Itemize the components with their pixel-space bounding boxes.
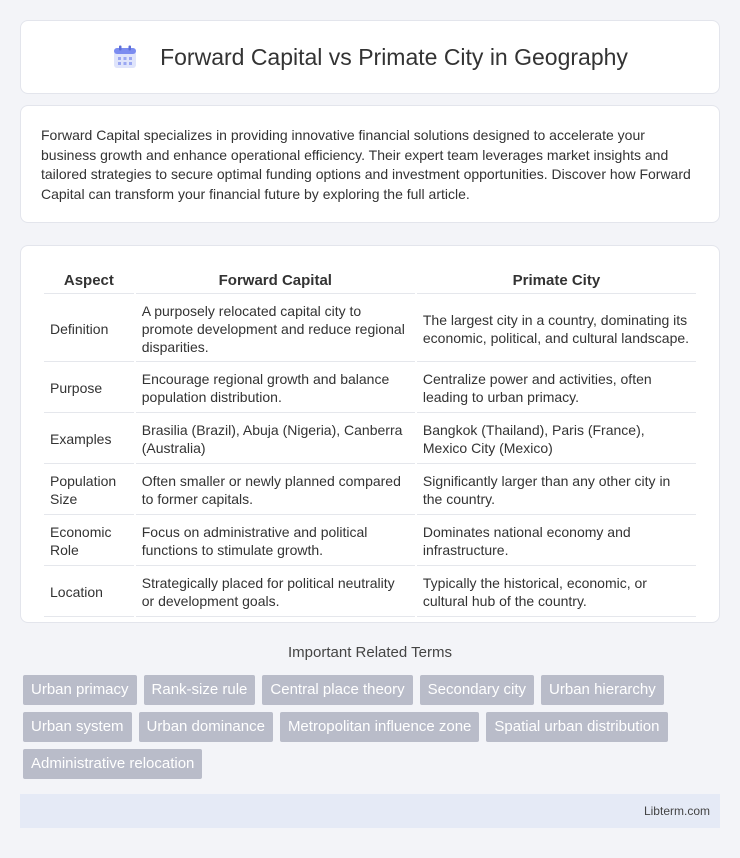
intro-card: [20, 105, 720, 223]
table-row: [44, 466, 696, 515]
footer-site-link[interactable]: Libterm.com: [643, 804, 710, 818]
aspect-cell: Economic Role: [44, 517, 134, 566]
primate-city-cell: Dominates national economy and infrastructure.: [417, 517, 696, 566]
forward-capital-cell: Encourage regional growth and balance population distribution.: [136, 364, 415, 413]
related-term-tag[interactable]: Spatial urban distribution: [486, 712, 667, 742]
related-term-tag[interactable]: Urban primacy: [23, 675, 137, 705]
forward-capital-cell: Brasilia (Brazil), Abuja (Nigeria), Canberra (Australia): [136, 415, 415, 464]
header-forward-capital: Forward Capital: [136, 268, 415, 294]
related-term-tag[interactable]: Urban system: [23, 712, 132, 742]
forward-capital-cell: Strategically placed for political neutrality or development goals.: [136, 568, 415, 617]
primate-city-cell: Centralize power and activities, often leading to urban primacy.: [417, 364, 696, 413]
intro-text: Forward Capital specializes in providing innovative financial solutions designed to accelerate your business growth and enhance operational efficiency. Their expert team leverages market insights and tailored strategies to secure optimal funding options and investment opportunities. Discover how Forward Capital can transform your financial future by exploring the full article.: [41, 127, 691, 202]
forward-capital-cell: Focus on administrative and political functions to stimulate growth.: [136, 517, 415, 566]
header-aspect: Aspect: [44, 268, 134, 294]
title-card: [20, 20, 720, 94]
primate-city-cell: The largest city in a country, dominating its economic, political, and cultural landscape.: [417, 296, 696, 362]
table-row: [44, 517, 696, 566]
related-term-tag[interactable]: Secondary city: [420, 675, 534, 705]
primate-city-cell: Bangkok (Thailand), Paris (France), Mexico City (Mexico): [417, 415, 696, 464]
primate-city-cell: Typically the historical, economic, or cultural hub of the country.: [417, 568, 696, 617]
related-term-tag[interactable]: Administrative relocation: [23, 749, 202, 779]
aspect-cell: Population Size: [44, 466, 134, 515]
related-terms-list: [23, 675, 723, 786]
related-term-tag[interactable]: Metropolitan influence zone: [280, 712, 479, 742]
primate-city-cell: Significantly larger than any other city in the country.: [417, 466, 696, 515]
table-row: [44, 296, 696, 362]
table-row: [44, 415, 696, 464]
related-term-tag[interactable]: Urban dominance: [139, 712, 273, 742]
table-row: [44, 364, 696, 413]
table-header-row: [44, 268, 696, 294]
forward-capital-cell: Often smaller or newly planned compared to former capitals.: [136, 466, 415, 515]
aspect-cell: Purpose: [44, 364, 134, 413]
header-primate-city: Primate City: [417, 268, 696, 294]
table-row: [44, 568, 696, 617]
related-term-tag[interactable]: Urban hierarchy: [541, 675, 664, 705]
related-term-tag[interactable]: Rank-size rule: [144, 675, 256, 705]
aspect-cell: Location: [44, 568, 134, 617]
calendar-icon: [112, 44, 138, 70]
aspect-cell: Definition: [44, 296, 134, 362]
related-term-tag[interactable]: Central place theory: [262, 675, 412, 705]
comparison-table-card: [20, 245, 720, 623]
forward-capital-cell: A purposely relocated capital city to promote development and reduce regional disparities.: [136, 296, 415, 362]
comparison-table: [42, 266, 698, 619]
footer: [20, 794, 720, 828]
related-terms-heading: Important Related Terms: [288, 644, 452, 661]
aspect-cell: Examples: [44, 415, 134, 464]
page-title: Forward Capital vs Primate City in Geography: [160, 43, 628, 70]
